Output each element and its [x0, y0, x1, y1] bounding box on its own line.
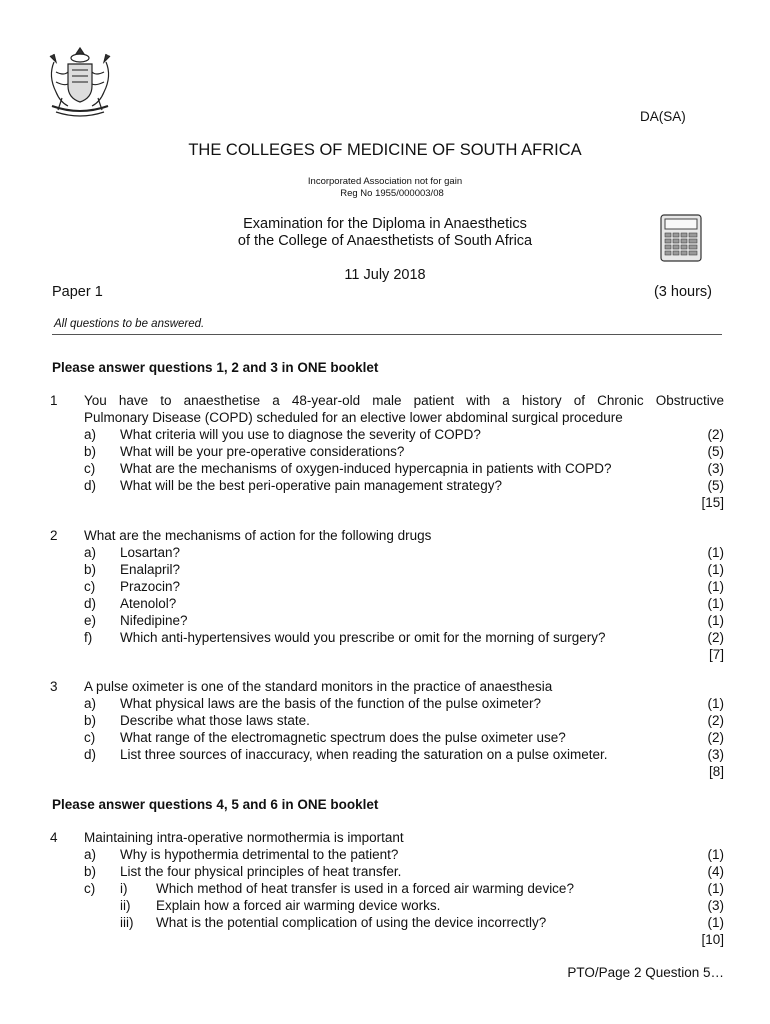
- part-label: c): [84, 461, 96, 476]
- part-text: Why is hypothermia detrimental to the patient?: [120, 847, 399, 862]
- question-part: [0, 863, 770, 880]
- part-marks: (1): [707, 545, 724, 560]
- subpart-text: What is the potential complication of using the device incorrectly?: [156, 915, 547, 930]
- question-part: [0, 629, 770, 646]
- part-label: a): [84, 427, 97, 442]
- part-text: List the four physical principles of heat transfer.: [120, 864, 402, 879]
- part-label: a): [84, 847, 97, 862]
- part-text: What criteria will you use to diagnose the severity of COPD?: [120, 427, 481, 442]
- question-part: [0, 729, 770, 746]
- question-part: [0, 426, 770, 443]
- subpart-marks: (1): [707, 881, 724, 896]
- part-text: What range of the electromagnetic spectrum does the pulse oximeter use?: [120, 730, 566, 745]
- question-number: 3: [50, 679, 58, 694]
- part-label: c): [84, 881, 96, 896]
- part-marks: (1): [707, 562, 724, 577]
- part-marks: (1): [707, 579, 724, 594]
- question-number: 2: [50, 528, 58, 543]
- part-text: What physical laws are the basis of the function of the pulse oximeter?: [120, 696, 541, 711]
- part-text: Atenolol?: [120, 596, 177, 611]
- question-total: [7]: [708, 647, 724, 662]
- subpart-marks: (3): [707, 898, 724, 913]
- exam-title-line2: of the College of Anaesthetists of South Africa: [237, 233, 533, 249]
- question-subpart: [0, 914, 770, 931]
- part-text: Nifedipine?: [120, 613, 188, 628]
- part-text: Describe what those laws state.: [120, 713, 310, 728]
- subpart-text: Explain how a forced air warming device works.: [156, 898, 441, 913]
- question-total: [8]: [708, 764, 724, 779]
- header-divider: [52, 334, 722, 335]
- part-label: b): [84, 562, 97, 577]
- part-text: Which anti-hypertensives would you prescribe or omit for the morning of surgery?: [120, 630, 606, 645]
- part-text: Prazocin?: [120, 579, 181, 594]
- exam-title-line1: Examination for the Diploma in Anaesthetics: [243, 216, 527, 232]
- instruction-text: All questions to be answered.: [54, 318, 205, 330]
- part-label: c): [84, 730, 96, 745]
- question-number: 4: [50, 830, 58, 845]
- exam-duration: (3 hours): [653, 284, 712, 300]
- exam-code: DA(SA): [640, 109, 686, 124]
- question-subpart: [0, 897, 770, 914]
- part-label: f): [84, 630, 93, 645]
- part-marks: (1): [707, 696, 724, 711]
- part-label: a): [84, 545, 97, 560]
- part-text: What are the mechanisms of oxygen-induced hypercapnia in patients with COPD?: [120, 461, 612, 476]
- college-title: THE COLLEGES OF MEDICINE OF SOUTH AFRICA: [188, 141, 582, 159]
- section-heading-2: Please answer questions 4, 5 and 6 in ONE booklet: [52, 797, 379, 812]
- part-label: d): [84, 596, 97, 611]
- subpart-label: iii): [120, 915, 134, 930]
- question-stem: You have to anaesthetise a 48-year-old male patient with a history of Chronic Obstructive: [84, 393, 724, 408]
- part-marks: (5): [707, 478, 724, 493]
- paper-number: Paper 1: [52, 284, 103, 300]
- question-part: [0, 443, 770, 460]
- section-heading-1: Please answer questions 1, 2 and 3 in ONE booklet: [52, 360, 379, 375]
- question-part: [0, 846, 770, 863]
- part-marks: (1): [707, 847, 724, 862]
- subpart-marks: (1): [707, 915, 724, 930]
- question-part: [0, 880, 770, 897]
- subpart-label: i): [120, 881, 128, 896]
- part-marks: (3): [707, 747, 724, 762]
- question-number: 1: [50, 393, 58, 408]
- question-part: [0, 561, 770, 578]
- subpart-label: ii): [120, 898, 131, 913]
- part-label: c): [84, 579, 96, 594]
- part-label: b): [84, 713, 97, 728]
- reg-number: Reg No 1955/000003/08: [340, 188, 444, 199]
- question-part: [0, 695, 770, 712]
- incorporated-note: Incorporated Association not for gain: [307, 176, 463, 187]
- part-marks: (3): [707, 461, 724, 476]
- question-stem: Maintaining intra-operative normothermia is important: [84, 830, 404, 845]
- question-total: [10]: [701, 932, 724, 947]
- part-label: e): [84, 613, 97, 628]
- question-part: [0, 746, 770, 763]
- part-label: b): [84, 444, 97, 459]
- part-label: b): [84, 864, 97, 879]
- part-text: Losartan?: [120, 545, 181, 560]
- page-footer: PTO/Page 2 Question 5…: [567, 965, 724, 980]
- part-marks: (1): [707, 613, 724, 628]
- question-part: [0, 460, 770, 477]
- part-text: List three sources of inaccuracy, when reading the saturation on a pulse oximeter.: [120, 747, 608, 762]
- part-marks: (4): [707, 864, 724, 879]
- question-part: [0, 544, 770, 561]
- college-crest-logo: [42, 42, 118, 120]
- question-total: [15]: [701, 495, 724, 510]
- part-marks: (1): [707, 596, 724, 611]
- exam-date: 11 July 2018: [344, 267, 426, 283]
- part-marks: (2): [707, 730, 724, 745]
- part-text: What will be your pre-operative considerations?: [120, 444, 405, 459]
- part-marks: (5): [707, 444, 724, 459]
- question-stem: Pulmonary Disease (COPD) scheduled for an elective lower abdominal surgical procedure: [84, 410, 623, 425]
- question-stem: What are the mechanisms of action for the following drugs: [84, 528, 432, 543]
- question-part: [0, 477, 770, 494]
- part-marks: (2): [707, 713, 724, 728]
- part-label: d): [84, 747, 97, 762]
- question-part: [0, 578, 770, 595]
- part-label: a): [84, 696, 97, 711]
- part-text: Enalapril?: [120, 562, 181, 577]
- part-label: d): [84, 478, 97, 493]
- question-part: [0, 595, 770, 612]
- part-marks: (2): [707, 630, 724, 645]
- question-part: [0, 612, 770, 629]
- question-part: [0, 712, 770, 729]
- subpart-text: Which method of heat transfer is used in a forced air warming device?: [156, 881, 574, 896]
- part-marks: (2): [707, 427, 724, 442]
- question-stem: A pulse oximeter is one of the standard monitors in the practice of anaesthesia: [84, 679, 553, 694]
- part-text: What will be the best peri-operative pain management strategy?: [120, 478, 502, 493]
